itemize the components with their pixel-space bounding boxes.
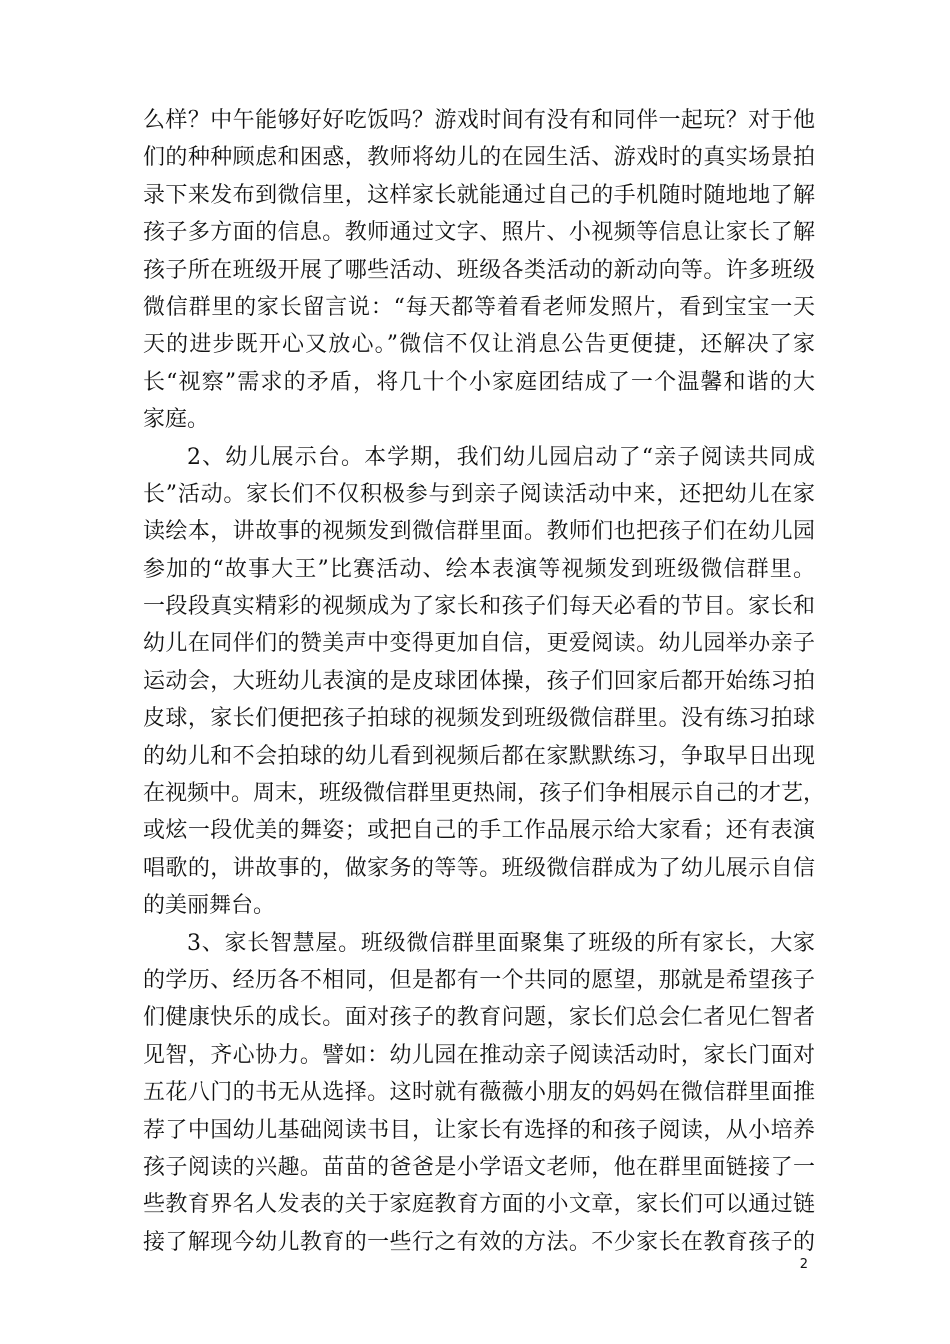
text-line: 运动会，大班幼儿表演的是皮球团体操，孩子们回家后都开始练习拍 [143, 668, 815, 694]
body-text [143, 102, 826, 1261]
text-line: 微信群里的家长留言说：“每天都等着看老师发照片，看到宝宝一天 [143, 294, 815, 320]
paragraph-start-line: 3、家长智慧屋。班级微信群里面聚集了班级的所有家长，大家 [187, 930, 815, 956]
text-line: 们的种种顾虑和困惑，教师将幼儿的在园生活、游戏时的真实场景拍 [143, 145, 815, 171]
text-line: 们健康快乐的成长。面对孩子的教育问题，家长们总会仁者见仁智者 [143, 1005, 815, 1031]
text-line: 读绘本，讲故事的视频发到微信群里面。教师们也把孩子们在幼儿园 [143, 519, 815, 545]
paragraph-start-line: 2、幼儿展示台。本学期，我们幼儿园启动了“亲子阅读共同成 [187, 444, 815, 470]
page-number: 2 [799, 1257, 808, 1272]
text-line: 接了解现今幼儿教育的一些行之有效的方法。不少家长在教育孩子的 [143, 1229, 815, 1255]
text-line: 参加的“故事大王”比赛活动、绘本表演等视频发到班级微信群里。 [143, 556, 815, 582]
text-line: 或炫一段优美的舞姿；或把自己的手工作品展示给大家看；还有表演 [143, 818, 815, 844]
text-line: 长“视察”需求的矛盾，将几十个小家庭团结成了一个温馨和谐的大 [143, 369, 815, 395]
text-line: 长”活动。家长们不仅积极参与到亲子阅读活动中来，还把幼儿在家 [143, 481, 815, 507]
text-line: 孩子阅读的兴趣。苗苗的爸爸是小学语文老师，他在群里面链接了一 [143, 1154, 815, 1180]
text-line: 见智，齐心协力。譬如：幼儿园在推动亲子阅读活动时，家长门面对 [143, 1042, 815, 1068]
text-line: 些教育界名人发表的关于家庭教育方面的小文章，家长们可以通过链 [143, 1192, 815, 1218]
text-line: 的学历、经历各不相同，但是都有一个共同的愿望，那就是希望孩子 [143, 967, 815, 993]
text-line: 五花八门的书无从选择。这时就有薇薇小朋友的妈妈在微信群里面推 [143, 1080, 815, 1106]
text-line: 唱歌的，讲故事的，做家务的等等。班级微信群成为了幼儿展示自信 [143, 855, 815, 881]
text-line: 荐了中国幼儿基础阅读书目，让家长有选择的和孩子阅读，从小培养 [143, 1117, 815, 1143]
text-line: 么样？中午能够好好吃饭吗？游戏时间有没有和同伴一起玩？对于他 [143, 108, 815, 133]
text-line: 一段段真实精彩的视频成为了家长和孩子们每天必看的节目。家长和 [143, 594, 815, 620]
text-line: 皮球，家长们便把孩子拍球的视频发到班级微信群里。没有练习拍球 [143, 706, 815, 732]
text-line: 天的进步既开心又放心。”微信不仅让消息公告更便捷，还解决了家 [143, 332, 815, 358]
text-line: 的幼儿和不会拍球的幼儿看到视频后都在家默默练习，争取早日出现 [143, 743, 815, 769]
text-line: 的美丽舞台。 [143, 893, 276, 919]
text-line: 孩子所在班级开展了哪些活动、班级各类活动的新动向等。许多班级 [143, 257, 815, 283]
text-line: 孩子多方面的信息。教师通过文字、照片、小视频等信息让家长了解 [143, 220, 815, 246]
text-line: 录下来发布到微信里，这样家长就能通过自己的手机随时随地地了解 [143, 182, 815, 208]
text-line: 在视频中。周末，班级微信群里更热闹，孩子们争相展示自己的才艺， [143, 781, 826, 807]
text-line: 家庭。 [143, 407, 210, 433]
text-line: 幼儿在同伴们的赞美声中变得更加自信，更爱阅读。幼儿园举办亲子 [143, 631, 815, 657]
